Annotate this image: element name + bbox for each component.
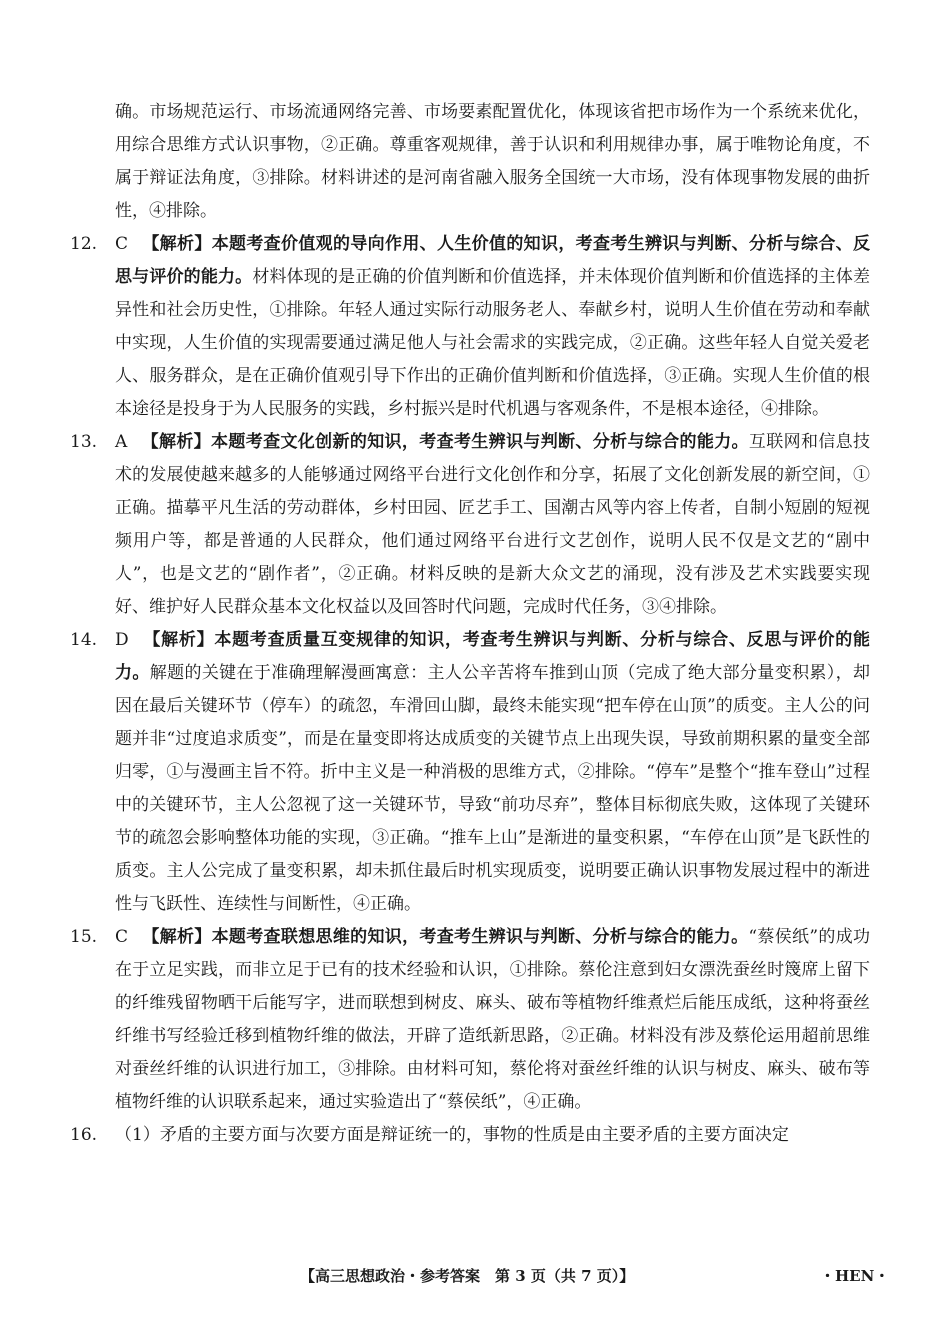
footer-code: ・HEN・ (820, 1267, 890, 1285)
answer-letter: C (115, 234, 129, 254)
analysis-body: 互联网和信息技术的发展使越来越多的人能够通过网络平台进行文化创作和分享，拓展了文化创新发展的新空间，①正确。描摹平凡生活的劳动群体，乡村田园、匠艺手工、国潮古风等内容上传者，自制小短剧的短视频用户等，都是普通的人民群众，他们通过网络平台进行文艺创作，说明人民不仅是文艺的“剧中人”，也是文艺的“剧作者”，②正确。材料反映的是新大众文艺的涌现，没有涉及艺术实践要实现好、维护好人民群众基本文化权益以及回答时代问题，完成时代任务，③④排除。 (115, 432, 871, 617)
item-text (115, 921, 870, 1119)
analysis-body: 解题的关键在于准确理解漫画寓意：主人公辛苦将车推到山顶（完成了绝大部分量变积累），却因在最后关键环节（停车）的疏忽，车滑回山脚，最终未能实现“把车停在山顶”的质变。主人公的问题并非“过度追求质变”，而是在量变即将达成质变的关键节点上出现失误，导致前期积累的量变全部归零，①与漫画主旨不符。折中主义是一种消极的思维方式，②排除。“停车”是整个“推车登山”过程中的关键环节，主人公忽视了这一关键环节，导致“前功尽弃”，整体目标彻底失败，这体现了关键环节的疏忽会影响整体功能的实现，③正确。“推车上山”是渐进的量变积累，“车停在山顶”是飞跃性的质变。主人公完成了量变积累，却未抓住最后时机实现质变，说明要正确认识事物发展过程中的渐进性与飞跃性、连续性与间断性，④正确。 (115, 663, 871, 914)
analysis-lead: 本题考查文化创新的知识，考查考生辨识与判断、分析与综合的能力。 (211, 432, 749, 452)
item-text (115, 426, 870, 624)
analysis-tag: 【解析】 (142, 630, 215, 650)
answer-item-16 (70, 1119, 870, 1152)
item-number: 15. (70, 927, 98, 947)
item-number: 16. (70, 1125, 98, 1145)
analysis-tag: 【解析】 (142, 234, 212, 254)
answer-content (70, 96, 870, 1152)
item-number: 13. (70, 432, 98, 452)
analysis-tag: 【解析】 (142, 927, 212, 947)
item-text: （1）矛盾的主要方面与次要方面是辩证统一的，事物的性质是由主要矛盾的主要方面决定 (115, 1125, 789, 1145)
answer-letter: D (115, 630, 129, 650)
item-text (115, 624, 870, 921)
analysis-body: 材料体现的是正确的价值判断和价值选择，并未体现价值判断和价值选择的主体差异性和社会历史性，①排除。年轻人通过实际行动服务老人、奉献乡村，说明人生价值在劳动和奉献中实现，人生价值的实现需要通过满足他人与社会需求的实践完成，②正确。这些年轻人自觉关爱老人、服务群众，是在正确价值观引导下作出的正确价值判断和价值选择，③正确。实现人生价值的根本途径是投身于为人民服务的实践，乡村振兴是时代机遇与客观条件，不是根本途径，④排除。 (115, 267, 871, 419)
analysis-body: “蔡侯纸”的成功在于立足实践，而非立足于已有的技术经验和认识，①排除。蔡伦注意到妇女漂洗蚕丝时篾席上留下的纤维残留物晒干后能写字，进而联想到树皮、麻头、破布等植物纤维煮烂后能压成纸，这种将蚕丝纤维书写经验迁移到植物纤维的做法，开辟了造纸新思路，②正确。材料没有涉及蔡伦运用超前思维对蚕丝纤维的认识进行加工，③排除。由材料可知，蔡伦将对蚕丝纤维的认识与树皮、麻头、破布等植物纤维的认识联系起来，通过实验造出了“蔡侯纸”，④正确。 (115, 927, 871, 1112)
item-11-continuation: 确。市场规范运行、市场流通网络完善、市场要素配置优化，体现该省把市场作为一个系统来优化，用综合思维方式认识事物，②正确。尊重客观规律，善于认识和利用规律办事，属于唯物论角度，不属于辩证法角度，③排除。材料讲述的是河南省融入服务全国统一大市场，没有体现事物发展的曲折性，④排除。 (115, 102, 870, 221)
answer-item-14 (70, 624, 870, 921)
analysis-lead: 本题考查价值观的导向作用、人生价值的知识，考查考生辨识与判断、分析与综合、反思与评价的能力。 (115, 234, 871, 287)
analysis-tag: 【解析】 (141, 432, 212, 452)
item-number: 12. (70, 234, 98, 254)
item-text (115, 228, 870, 426)
answer-letter: A (115, 432, 128, 452)
footer-title: 【高三思想政治・参考答案 第 3 页（共 7 页）】 (300, 1267, 635, 1285)
answer-item-13 (70, 426, 870, 624)
answer-item-15 (70, 921, 870, 1119)
analysis-lead: 本题考查联想思维的知识，考查考生辨识与判断、分析与综合的能力。 (211, 927, 749, 947)
answer-item-12 (70, 228, 870, 426)
analysis-lead: 本题考查质量互变规律的知识，考查考生辨识与判断、分析与综合、反思与评价的能力。 (115, 630, 870, 683)
answer-letter: C (115, 927, 129, 947)
item-number: 14. (70, 630, 98, 650)
